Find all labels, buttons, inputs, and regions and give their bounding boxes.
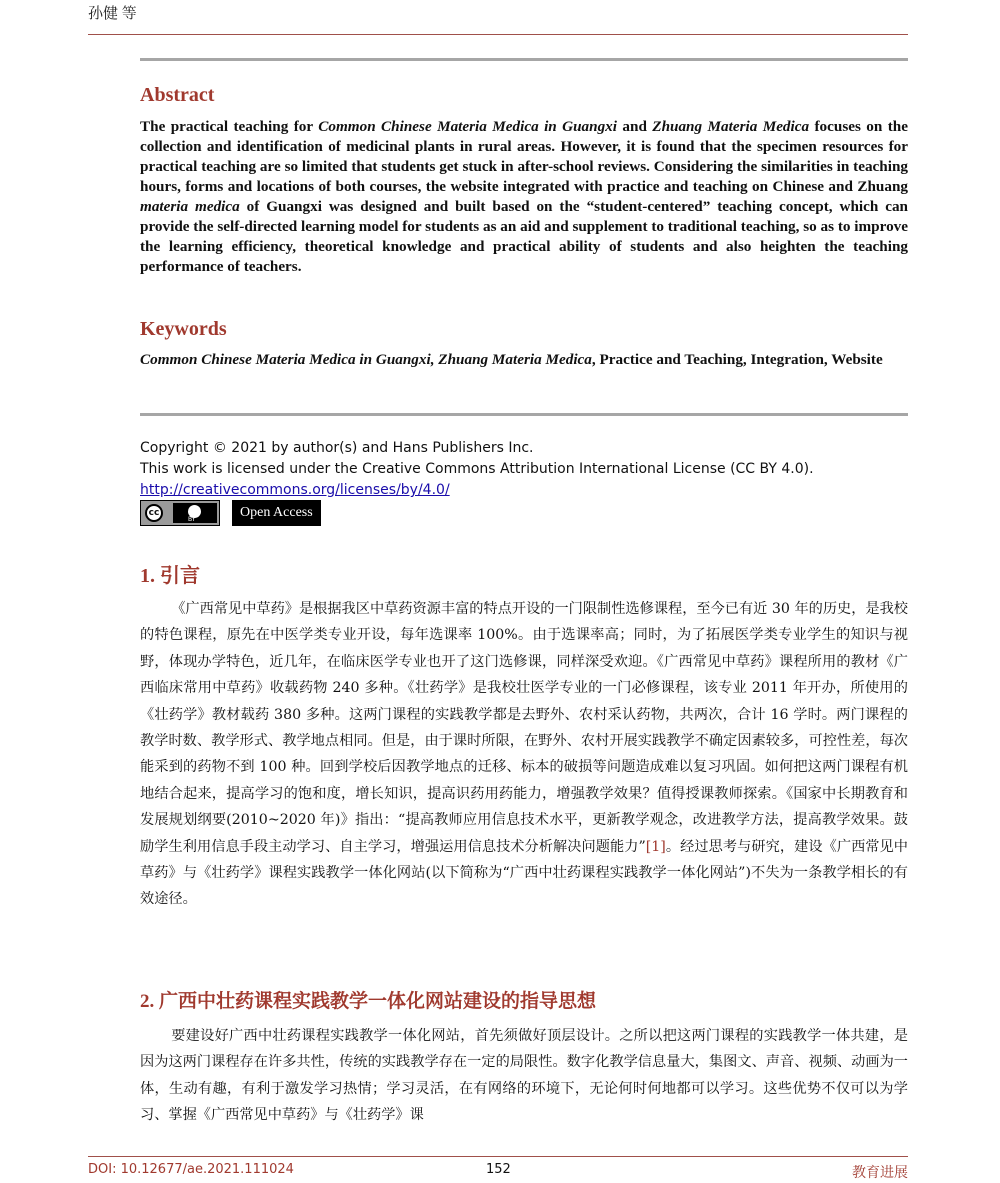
paragraph — [140, 596, 908, 913]
abstract-segment: of Guangxi was designed and built based on the “student-centered” teaching concept, which can provide the self-directed learning model for students as an aid and supplement to traditional teaching, so as to improve the learning efficiency, theoretical knowledge and practical ability of students and also heighten the teaching performance of teachers. — [140, 198, 908, 275]
keywords-heading: Keywords — [140, 318, 227, 340]
cc-by-badge[interactable] — [140, 500, 220, 526]
paragraph: 要建设好广西中壮药课程实践教学一体化网站，首先须做好顶层设计。之所以把这两门课程的实践教学一体共建，是因为这两门课程存在许多共性，传统的实践教学存在一定的局限性。数字化教学信息量大，集图文、声音、视频、动画为一体，生动有趣，有利于激发学习热情；学习灵活，在有网络的环境下，无论何时何地都可以学习。这些优势不仅可以为学习、掌握《广西常见中草药》与《壮药学》课 — [140, 1028, 908, 1124]
running-header-authors: 孙健 等 — [88, 6, 137, 22]
keywords-bottom-rule — [140, 413, 908, 416]
license-line: This work is licensed under the Creative Commons Attribution International License (CC BY 4.0). — [140, 461, 814, 477]
footer-doi[interactable]: DOI: 10.12677/ae.2021.111024 — [88, 1162, 294, 1177]
copyright-line: Copyright © 2021 by author(s) and Hans Publishers Inc. — [140, 440, 534, 456]
abstract-heading: Abstract — [140, 84, 215, 106]
copyright-block — [140, 438, 814, 501]
keywords-segment-italic: Common Chinese Materia Medica in Guangxi, Zhuang Materia Medica — [140, 351, 592, 368]
open-access-badge: Open Access — [232, 500, 321, 526]
section-2-body — [140, 1023, 908, 1129]
section-2-heading: 2. 广西中壮药课程实践教学一体化网站建设的指导思想 — [140, 991, 597, 1012]
abstract-segment-italic: Zhuang Materia Medica — [652, 118, 810, 135]
journal-name: 教育进展 — [852, 1166, 908, 1181]
keywords-segment: , Practice and Teaching, Integration, Website — [591, 351, 883, 368]
keywords-text — [140, 350, 908, 370]
footer-divider — [88, 1156, 908, 1157]
page-number: 152 — [486, 1162, 511, 1177]
section-1-body — [140, 596, 908, 913]
section-1-heading: 1. 引言 — [140, 565, 200, 587]
header-divider — [88, 34, 908, 35]
abstract-top-rule — [140, 58, 908, 61]
abstract-segment-italic: materia medica — [140, 198, 240, 215]
by-attribution-icon — [173, 503, 217, 523]
citation-link[interactable]: [1] — [645, 838, 666, 855]
by-label: BY — [188, 516, 196, 523]
abstract-segment: focuses on the collection and identification of medicinal plants in rural areas. However, it is found that the specimen resources for practical teaching are so limited that students get stuck in after-school reviews. Considering the similarities in teaching hours, forms and locations of both courses, the website integrated with practice and teaching on Chinese and Zhuang — [140, 118, 908, 195]
abstract-segment: The practical teaching for — [140, 118, 319, 135]
abstract-segment-italic: Common Chinese Materia Medica in Guangxi — [318, 118, 617, 135]
paragraph-text: 。经过思考与研究，建设《广西常见中草药》与《壮药学》课程实践教学一体化网站(以下简称为“广西中壮药课程实践教学一体化网站”)不失为一条教学相长的有效途径。 — [140, 838, 908, 908]
cc-icon: cc — [145, 504, 163, 522]
abstract-segment: and — [617, 118, 653, 135]
abstract-text — [140, 117, 908, 277]
paragraph-text: 《广西常见中草药》是根据我区中草药资源丰富的特点开设的一门限制性选修课程，至今已有近 30 年的历史，是我校的特色课程，原先在中医学类专业开设，每年选课率 100%。由于选课率高；同时，为了拓展医学类专业学生的知识与视野，体现办学特色，近几年，在临床医学专业也开了这门选修课，同样深受欢迎。《广西常见中草药》课程所用的教材《广西临床常用中草药》收载药物 240 多种。《壮药学》是我校壮医学专业的一门必修课程，该专业 2011 年开办，所使用的《壮药学》教材载药 380 多种。这两门课程的实践教学都是去野外、农村采认药物，共两次，合计 16 学时。两门课程的教学时数、教学形式、教学地点相同。但是，由于课时所限，在野外、农村开展实践教学不确定因素较多，可控性差，每次能采到的药物不到 100 种。回到学校后因教学地点的迁移、标本的破损等问题造成难以复习巩固。如何把这两门课程有机地结合起来，提高学习的饱和度，增长知识，提高识药用药能力，增强教学效果？值得授课教师探索。《国家中长期教育和发展规划纲要(2010~2020 年)》指出：“提高教师应用信息技术水平，更新教学观念，改进教学方法，提高教学效果。鼓励学生利用信息手段主动学习、自主学习，增强运用信息技术分析解决问题能力” — [140, 601, 908, 855]
license-link[interactable]: http://creativecommons.org/licenses/by/4.0/ — [140, 482, 450, 498]
